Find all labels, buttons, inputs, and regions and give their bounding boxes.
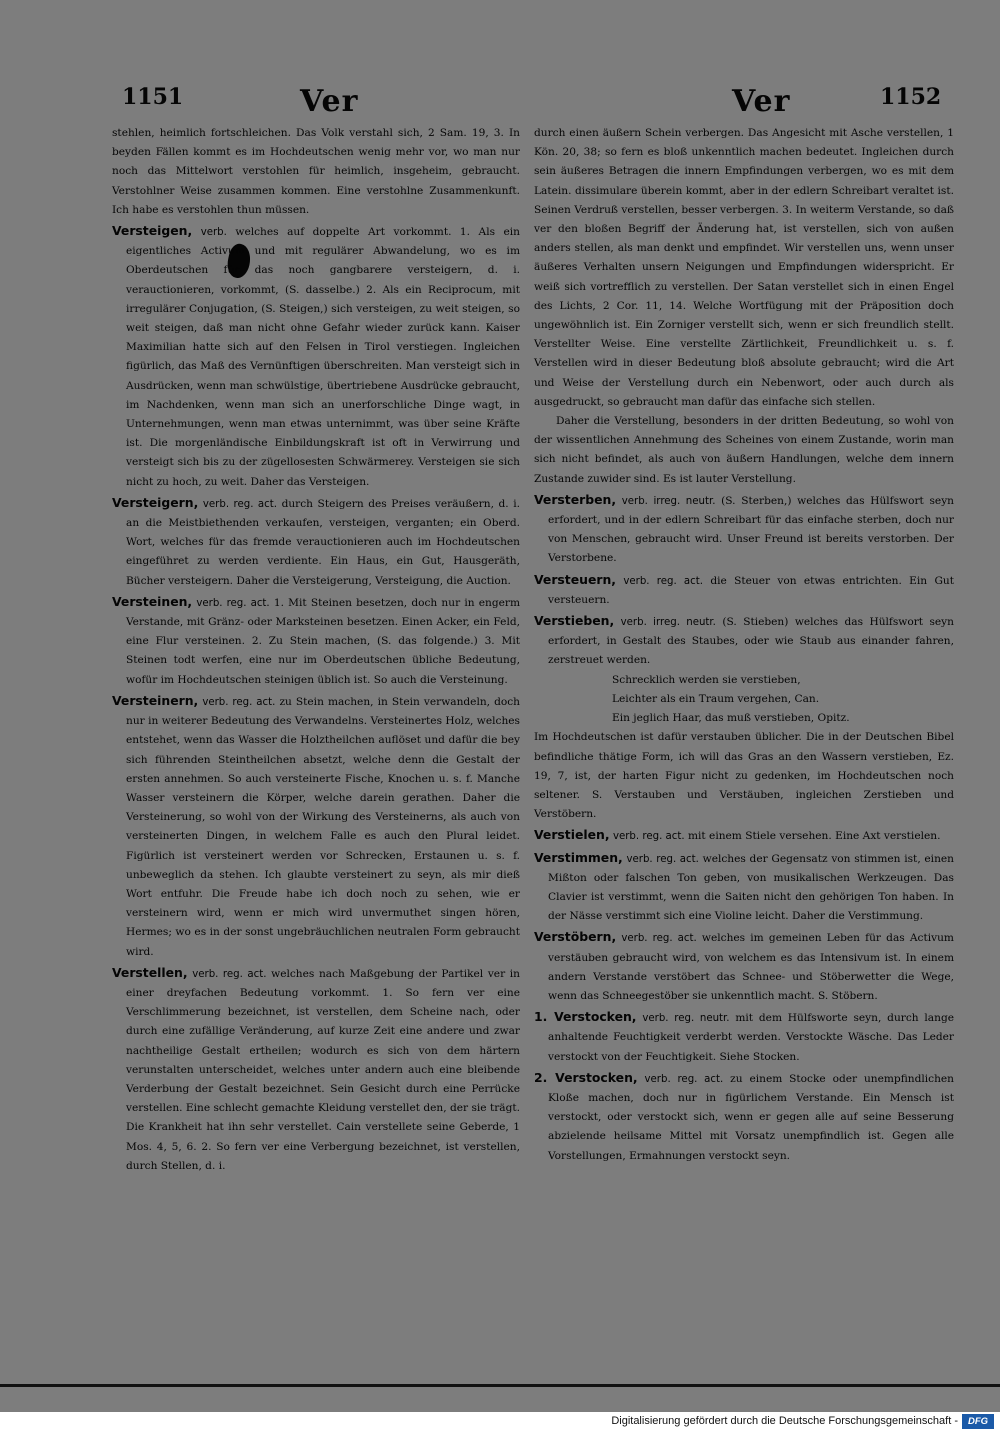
headword: Verstellen,	[112, 964, 188, 980]
entry-text: 1. Mit Steinen besetzen, doch nur in engerm Verstande, mit Gränz- oder Marksteinen besetzen. Einen Acker, ein Feld, eine Flur versteinen. 2. Zu Stein machen, (S. das folgende.) 3. Mit Steinen todt werfen, eine nur im Oberdeutschen übliche Bedeutung, wofür im Hochdeutschen steinigen üblich ist. So auch die Versteinung.	[126, 596, 520, 686]
right-page-number: 1152	[880, 84, 942, 110]
headword: Verstielen,	[534, 827, 610, 843]
entry-verstocken-1	[534, 1007, 954, 1067]
headword: Versterben,	[534, 491, 617, 507]
dfg-logo[interactable]: DFG	[962, 1414, 994, 1429]
grammar-label: verb. reg. act.	[202, 696, 276, 708]
entry-text: (S. Sterben,) welches das Hülfswort seyn erfordert, und in der edlern Schreibart für das einfache sterben, doch nur von Menschen, gebraucht wird. Unser Freund ist bereits verstorben. Der Verstorbene.	[548, 494, 954, 565]
right-running-word: Ver	[732, 84, 791, 119]
entry-text: (S. Stieben) welches das Hülfswort seyn erfordert, in Gestalt des Staubes, oder wie Staub aus einander fahren, zerstreuet werden.	[548, 616, 954, 667]
entry-versteuern	[534, 570, 954, 610]
left-page-number: 1151	[122, 84, 184, 110]
headword: 1. Verstocken,	[534, 1009, 637, 1025]
entry-verstoebern	[534, 927, 954, 1006]
verse-quotation	[534, 671, 954, 729]
grammar-label: verb. irreg. neutr.	[621, 495, 716, 507]
entry-text: welches nach Maßgebung der Partikel ver in einer dreyfachen Bedeutung vorkommt. 1. So fern ver eine Verschlimmerung bezeichnet, ist verstellen, dem Scheine nach, oder durch eine zufällige Veränderung, auf kurze Zeit eine andere und zwar nachtheilige Gestalt ertheilen; wodurch es sich von dem härtern verunstalten unterscheidet, welches unter andern auch eine bleibende Verderbung der Gestalt bezeichnet. Sein Gesicht durch eine Perrücke verstellen. Eine schlecht gemachte Kleidung verstellet den, der sie trägt. Die Krankheit hat ihn sehr verstellet. Cain verstellete seine Geberde, 1 Mos. 4, 5, 6. 2. So fern ver eine Verbergung bezeichnet, ist verstellen, durch Stellen, d. i.	[126, 967, 520, 1172]
entry-verstieben	[534, 611, 954, 671]
entry-verstimmen	[534, 848, 954, 927]
entry-text: welches der Gegensatz von stimmen ist, einen Mißton oder falschen Ton geben, von musikalischen Werkzeugen. Das Clavier ist verstimmt, wenn die Saiten nicht den gehörigen Ton haben. In der Nässe verstimmt sich eine Violine leicht. Daher die Verstimmung.	[548, 852, 954, 923]
grammar-label: verb. reg. act.	[626, 853, 699, 865]
headword: Verstieben,	[534, 613, 615, 629]
entry-text: mit einem Stiele versehen. Eine Axt verstielen.	[688, 830, 941, 843]
entry-verstellen	[112, 963, 520, 1176]
left-running-word: Ver	[300, 84, 359, 119]
verse-line: Schrecklich werden sie verstieben,	[612, 673, 801, 686]
entry-text: welches im gemeinen Leben für das Activum verstäuben gebraucht wird, von welchem es das Intensivum ist. In einem andern Verstande verstöbert das Schnee- und Stöberwetter die Wege, wenn das Schneegestöber sie unkenntlich macht. S. Stöbern.	[548, 932, 954, 1002]
headword: Versteinen,	[112, 593, 193, 609]
grammar-label: verb. reg. act.	[612, 831, 685, 843]
entry-text: mit dem Hülfsworte seyn, durch lange anhaltende Feuchtigkeit verderbt werden. Verstockte Wäsche. Das Leder verstockt von der Feuchtigkeit. Siehe Stocken.	[548, 1012, 954, 1063]
grammar-label: verb. irreg. neutr.	[620, 617, 716, 629]
headword: 2. Verstocken,	[534, 1069, 638, 1085]
grammar-label: verb. reg. act.	[623, 575, 703, 587]
headword: Versteigen,	[112, 223, 193, 239]
footer-bar	[0, 1412, 1000, 1432]
right-column	[534, 124, 954, 1166]
entry-text: welches auf doppelte Art vorkommt. 1. Als ein eigentliches Activum und mit regulärer Abwandelung, wo es im Oberdeutschen für das noch gangbarere versteigern, d. i. verauctionieren, vorkommt, (S. dasselbe.) 2. Als ein Reciprocum, mit irregulärer Conjugation, (S. Steigen,) sich versteigen, zu weit steigen, so weit steigen, daß man nicht ohne Gefahr wieder zurück kann. Kaiser Maximilian hatte sich auf den Felsen in Tirol verstiegen. Ingleichen figürlich, das Maß des Vernünftigen überschreiten. Man versteigt sich in Ausdrücken, wenn man schwülstige, übertriebene Ausdrücke gebraucht, im Nachdenken, wenn man sich an unerforschliche Dinge wagt, in Unternehmungen, wenn man etwas unternimmt, was über seine Kräfte ist. Die morgenländische Einbildungskraft ist oft in Verwirrung und versteigt sich bis zu der zügellosesten Schwärmerey. Versteigen sie sich nicht zu hoch, zu weit. Daher das Versteigen.	[126, 226, 520, 488]
grammar-label: verb. reg. act.	[644, 1073, 724, 1085]
grammar-label: verb. reg. act.	[202, 498, 277, 510]
verse-line: Ein jeglich Haar, das muß verstieben, Opitz.	[612, 712, 850, 725]
grammar-label: verb. reg. act.	[196, 597, 270, 609]
headword: Versteigern,	[112, 494, 199, 510]
headword: Versteinern,	[112, 692, 199, 708]
entry-versteinern	[112, 691, 520, 962]
entry-text: zu einem Stocke oder unempfindlichen Kloße machen, doch nur in figürlichem Verstande. Ein Mensch ist verstockt, oder verstockt sich, wenn er gegen alle auf seine Besserung abzielende heilsame Mittel mit Vorsatz unempfindlich ist. Gegen alle Vorstellungen, Ermahnungen verstockt seyn.	[548, 1072, 954, 1162]
grammar-label: verb. reg. act.	[192, 968, 267, 980]
continuation-paragraph: durch einen äußern Schein verbergen. Das Angesicht mit Asche verstellen, 1 Kön. 20, 38; so fern es bloß unkenntlich machen bedeutet. Ingleichen durch sein äußeres Betragen die innern Empfindungen verbergen, wo es mit dem Latein. dissimulare überein kommt, aber in der edlern Schreibart veraltet ist. Seinen Verdruß verstellen, besser verbergen. 3. In weiterm Verstande, so daß ver den bloßen Begriff der Änderung hat, ist verstellen, sich von außen anders stellen, als man denkt und empfindet. Wir verstellen uns, wenn unser äußeres Verhalten unsern Neigungen und Empfindungen widerspricht. Er weiß sich vortrefflich zu verstellen. Der Satan verstellet sich in einen Engel des Lichts, 2 Cor. 11, 14. Welche Wortfügung mit der Präposition doch ungewöhnlich ist. Ein Zorniger verstellt sich, wenn er sich freundlich stellt. Verstellter Weise. Eine verstellte Zärtlichkeit, Freundlichkeit u. s. f. Verstellen wird in dieser Bedeutung bloß absolute gebraucht; wird die Art und Weise der Verstellung durch ein Nebenwort, oder auch durch als ausgedruckt, so gebraucht man dafür das einfache sich stellen.	[534, 127, 954, 408]
continuation-paragraph: stehlen, heimlich fortschleichen. Das Volk verstahl sich, 2 Sam. 19, 3. In beyden Fällen kommt es im Hochdeutschen wenig mehr vor, wo man nur noch das Mittelwort verstohlen für heimlich, insgeheim, gebraucht. Verstohlner Weise zusammen kommen. Eine verstohlne Zusammenkunft. Ich habe es verstohlen thun müssen.	[112, 127, 520, 216]
entry-verstielen	[534, 825, 954, 846]
entry-versteinen	[112, 592, 520, 690]
bottom-rule	[0, 1384, 1000, 1387]
headword: Verstimmen,	[534, 849, 623, 865]
entry-text: die Steuer von etwas entrichten. Ein Gut versteuern.	[548, 574, 954, 606]
entry-verstocken-2	[534, 1068, 954, 1166]
grammar-label: verb. reg. act.	[621, 933, 697, 945]
headword: Versteuern,	[534, 571, 616, 587]
paragraph-verstellung: Daher die Verstellung, besonders in der dritten Bedeutung, so wohl von der wissentlichen Annehmung des Scheines von einem Zustande, worin man sich nicht befindet, als auch von äußern Handlungen, welche dem innern Zustande zuwider sind. Es ist lauter Verstellung.	[534, 415, 954, 485]
entry-text: zu Stein machen, in Stein verwandeln, doch nur in weiterer Bedeutung des Verwandelns. Versteinertes Holz, welches entstehet, wenn das Wasser die Holztheilchen auflöset und dafür die bey sich führenden Steintheilchen absetzt, welche denn die Gestalt der ersten annehmen. So auch versteinerte Fische, Knochen u. s. f. Manche Wasser versteinern die Körper, welche darein gerathen. Daher die Versteinerung, so wohl von der Wirkung des Versteinerns, als auch von versteinerten Dingen, in welchem Falle es auch den Plural leidet. Figürlich ist versteinert werden vor Schrecken, Erstaunen u. s. f. unbeweglich da stehen. Ich glaubte versteinert zu seyn, als mir dieß Wort entfuhr. Die Freude habe ich doch noch zu sehen, wie er versteinern wird, wenn er mich wird unvermuthet singen hören, Hermes; wo es in der sonst ungebräuchlichen neutralen Form gebraucht wird.	[126, 695, 520, 958]
headword: Verstöbern,	[534, 929, 617, 945]
grammar-label: verb.	[200, 227, 227, 239]
entry-versteigen	[112, 221, 520, 492]
left-column	[112, 124, 520, 1176]
entry-versterben	[534, 490, 954, 569]
verse-line: Leichter als ein Traum vergehen, Can.	[612, 692, 820, 705]
entry-versteigern	[112, 493, 520, 591]
paragraph-verstauben: Im Hochdeutschen ist dafür verstauben üblicher. Die in der Deutschen Bibel befindliche thätige Form, ich will das Gras an den Wassern verstieben, Ez. 19, 7, ist, der harten Figur nicht zu gedenken, im Hochdeutschen noch seltener. S. Verstauben und Verstäuben, ingleichen Zerstieben und Verstöbern.	[534, 731, 954, 821]
funding-note: Digitalisierung gefördert durch die Deutsche Forschungsgemeinschaft -	[611, 1415, 958, 1427]
entry-text: durch Steigern des Preises veräußern, d. i. an die Meistbiethenden verkaufen, versteigen, verganten; ein Oberd. Wort, welches für das fremde verauctionieren auch im Hochdeutschen eingeführet zu werden verdiente. Ein Haus, ein Gut, Hausgeräth, Bücher versteigern. Daher die Versteigerung, Versteigung, die Auction.	[126, 497, 520, 587]
grammar-label: verb. reg. neutr.	[642, 1013, 730, 1025]
